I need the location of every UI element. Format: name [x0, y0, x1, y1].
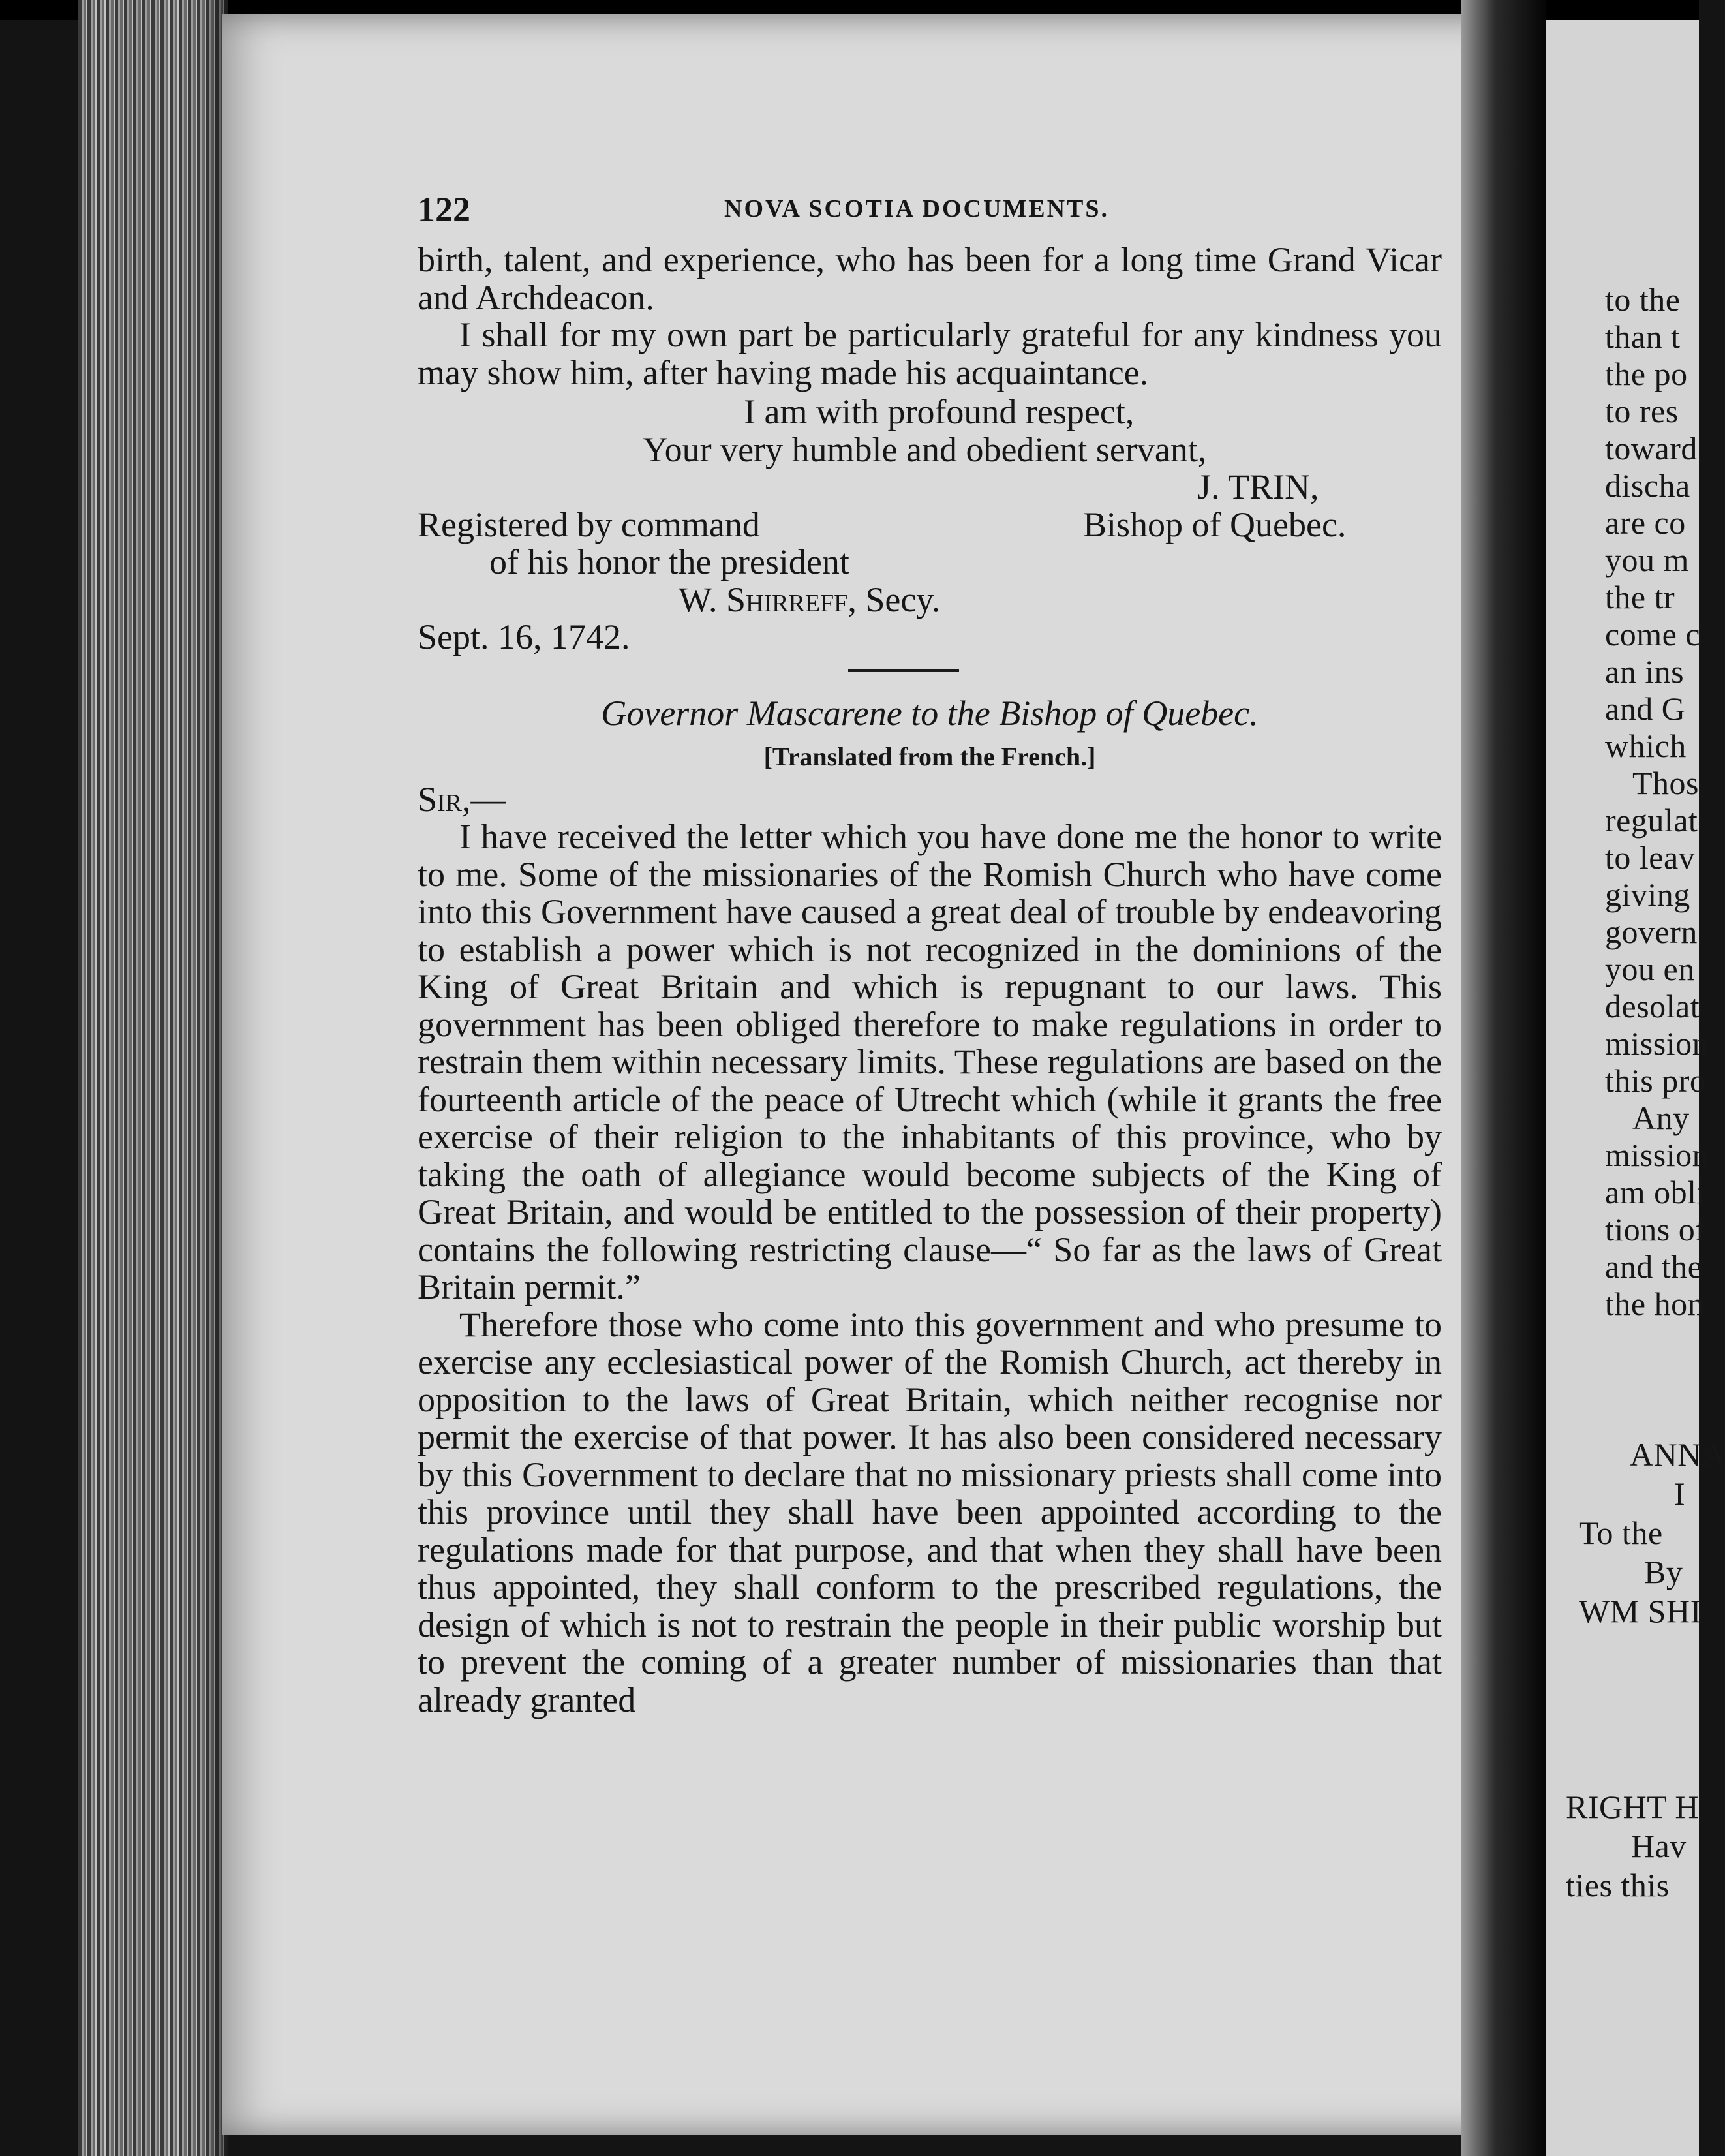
signature-name: J. TRIN,: [1197, 467, 1319, 506]
facing-line: to leav: [1605, 839, 1696, 876]
registration-line: [418, 542, 1442, 579]
secretary-name: Shirreff: [726, 579, 848, 619]
facing-line: the tr: [1605, 579, 1675, 615]
facing-line: mission: [1605, 1025, 1709, 1062]
registered-by: Registered by command: [418, 504, 760, 544]
facing-line: you m: [1605, 542, 1689, 578]
running-title: NOVA SCOTIA DOCUMENTS.: [724, 195, 1110, 223]
translation-note: [Translated from the French.]: [763, 741, 1096, 771]
registration-line: [418, 504, 1442, 542]
paragraph: I shall for my own part be particularly grateful for any kindness you may show him, after having made his acquaintance.: [418, 315, 1442, 392]
page-number: 122: [418, 190, 470, 229]
date-line: [418, 617, 1442, 654]
facing-line: regulat: [1605, 802, 1698, 839]
facing-line: are co: [1605, 504, 1686, 541]
facing-line: the hon: [1605, 1286, 1705, 1322]
paragraph: I have received the letter which you have done me the honor to write to me. Some of the missionaries of the Romish Church who have come into this Government have caused a great deal of trouble by endeavoring to establish a power which is not recognized in the dominions of the King of Great Britain and which is repugnant to our laws. This government has been obliged therefore to make regulations in order to restrain them within necessary limits. These regulations are based on the fourteenth article of the peace of Utrecht which (while it grants the free exercise of their religion to the inhabitants of this province, who by taking the oath of allegiance would become subjects of the King of Great Britain, and would be entitled to the possession of their property) contains the following restricting clause—“ So far as the laws of Great Britain permit.”: [418, 817, 1442, 1306]
facing-line: toward: [1605, 430, 1698, 467]
signature-title: Bishop of Quebec.: [1083, 504, 1347, 544]
book-gutter: [1461, 0, 1546, 2156]
facing-line: RIGHT H: [1566, 1789, 1699, 1825]
facing-line: which: [1605, 728, 1687, 764]
facing-line: Hav: [1631, 1828, 1687, 1864]
closing-line: [418, 392, 1442, 429]
facing-line: To the: [1579, 1515, 1663, 1551]
facing-line: By: [1644, 1554, 1683, 1590]
secretary-suffix: , Secy.: [847, 579, 941, 619]
page-text: [418, 189, 1442, 1719]
facing-line: an ins: [1605, 653, 1685, 690]
facing-line: am obli: [1605, 1174, 1706, 1210]
paragraph: Therefore those who come into this government and who presume to exercise any ecclesiastical power of the Romish Church, act thereby in opposition to the laws of Great Britain, which neither recognise nor permit the exercise of that power. It has also been considered necessary by this Government to declare that no missionary priests shall come into this province until they shall have been appointed according to the regulations made for that purpose, and that when they shall have been thus appointed, they shall conform to the prescribed regulations, the design of which is not to restrain the people in their public worship but to prevent the coming of a greater number of missionaries than that already granted: [418, 1304, 1442, 1719]
facing-line: I: [1674, 1475, 1686, 1512]
closing-line: [418, 429, 1442, 467]
closing-servant: Your very humble and obedient servant,: [643, 429, 1207, 469]
facing-line: discha: [1605, 467, 1690, 504]
signature-line: [418, 467, 1442, 504]
facing-line: desolat: [1605, 988, 1700, 1024]
secretary-initial: W.: [679, 579, 718, 619]
facing-line: than t: [1605, 318, 1681, 355]
facing-line: mission: [1605, 1137, 1709, 1173]
book-page-edges: [78, 0, 228, 2156]
facing-line: you en: [1605, 951, 1695, 987]
facing-line: Thos: [1632, 765, 1699, 801]
facing-line: govern: [1605, 914, 1698, 950]
facing-line: this pro: [1605, 1062, 1707, 1099]
facing-line: and the: [1605, 1248, 1703, 1285]
letter-date: Sept. 16, 1742.: [418, 617, 630, 656]
facing-line: to res: [1605, 393, 1679, 429]
facing-line: and G: [1605, 690, 1686, 727]
facing-page: [1546, 20, 1725, 2156]
letter-heading: Governor Mascarene to the Bishop of Quebec.: [601, 693, 1259, 733]
facing-line: ties this: [1566, 1867, 1670, 1903]
facing-line: giving: [1605, 876, 1690, 913]
facing-line: WM SHI: [1579, 1593, 1702, 1629]
salutation: Sir,—: [418, 779, 506, 819]
facing-line: Any: [1632, 1100, 1690, 1136]
facing-line: the po: [1605, 356, 1688, 392]
closing-respect: I am with profound respect,: [744, 392, 1135, 431]
facing-line: ANNA: [1630, 1436, 1725, 1473]
secretary-line: [418, 579, 1442, 617]
running-head: [418, 189, 1442, 241]
secretary-signature: [679, 579, 940, 620]
of-his-honor: of his honor the president: [489, 542, 849, 581]
section-divider: [848, 669, 959, 672]
facing-line: to the: [1605, 281, 1681, 318]
facing-line: come c: [1605, 616, 1700, 653]
paragraph: birth, talent, and experience, who has been for a long time Grand Vicar and Archdeacon.: [418, 240, 1442, 317]
facing-line: tions of: [1605, 1211, 1707, 1248]
